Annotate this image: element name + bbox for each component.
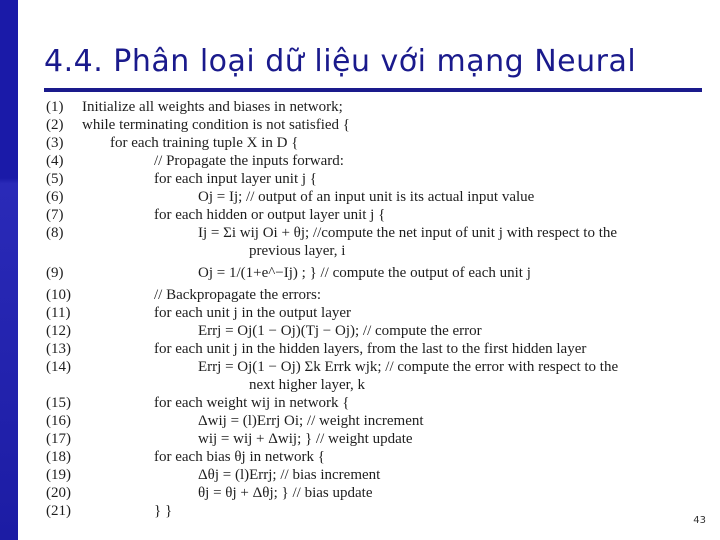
line-text: Errj = Oj(1 − Oj)(Tj − Oj); // compute the error — [198, 323, 482, 339]
algorithm-line — [46, 188, 686, 206]
line-number: (16) — [46, 413, 71, 429]
line-number: (7) — [46, 207, 64, 223]
line-number — [46, 376, 82, 394]
line-text: previous layer, i — [249, 243, 346, 259]
algorithm-line — [46, 340, 686, 358]
line-number: (2) — [46, 117, 64, 133]
line-number — [46, 242, 82, 260]
algorithm-line — [46, 170, 686, 188]
line-number: (18) — [46, 449, 71, 465]
line-text: while terminating condition is not satisfied { — [82, 117, 350, 133]
algorithm-line — [46, 394, 686, 412]
algorithm-line — [46, 502, 686, 520]
line-text: wij = wij + Δwij; } // weight update — [198, 431, 413, 447]
algorithm-line — [46, 484, 686, 502]
algorithm-listing — [46, 98, 686, 520]
algorithm-line — [46, 358, 686, 376]
line-text: Oj = Ij; // output of an input unit is its actual input value — [198, 189, 535, 205]
line-text: // Propagate the inputs forward: — [154, 153, 344, 169]
line-text: } } — [154, 503, 173, 519]
algorithm-line — [46, 134, 686, 152]
line-number: (5) — [46, 171, 64, 187]
algorithm-line — [46, 304, 686, 322]
line-text: for each bias θj in network { — [154, 449, 325, 465]
algorithm-line — [46, 116, 686, 134]
algorithm-line — [46, 448, 686, 466]
line-number: (20) — [46, 485, 71, 501]
line-number: (4) — [46, 153, 64, 169]
line-text: for each input layer unit j { — [154, 171, 317, 187]
algorithm-line — [46, 430, 686, 448]
algorithm-line — [46, 376, 686, 394]
line-number: (14) — [46, 359, 71, 375]
slide-title: 4.4. Phân loại dữ liệu với mạng Neural — [44, 44, 637, 79]
page-number: 43 — [693, 515, 706, 526]
algorithm-line — [46, 224, 686, 242]
line-number: (8) — [46, 225, 64, 241]
line-number: (10) — [46, 287, 71, 303]
algorithm-line — [46, 242, 686, 260]
line-number: (21) — [46, 503, 71, 519]
line-text: Errj = Oj(1 − Oj) Σk Errk wjk; // compute the error with respect to the — [198, 359, 619, 375]
line-number: (3) — [46, 135, 64, 151]
line-text: for each training tuple X in D { — [110, 135, 299, 151]
line-text: Oj = 1/(1+e^−Ij) ; } // compute the output of each unit j — [198, 265, 531, 281]
algorithm-line — [46, 466, 686, 484]
line-number: (15) — [46, 395, 71, 411]
line-text: for each unit j in the output layer — [154, 305, 352, 321]
algorithm-line — [46, 286, 686, 304]
line-text: Δwij = (l)Errj Oi; // weight increment — [198, 413, 424, 429]
line-text: // Backpropagate the errors: — [154, 287, 322, 303]
line-number: (9) — [46, 265, 64, 281]
algorithm-line — [46, 322, 686, 340]
line-number: (11) — [46, 305, 71, 321]
line-text: Δθj = (l)Errj; // bias increment — [198, 467, 381, 483]
line-number: (6) — [46, 189, 64, 205]
line-text: Initialize all weights and biases in network; — [82, 99, 343, 115]
algorithm-line — [46, 152, 686, 170]
line-number: (19) — [46, 467, 71, 483]
algorithm-line — [46, 206, 686, 224]
line-text: θj = θj + Δθj; } // bias update — [198, 485, 373, 501]
line-number: (12) — [46, 323, 71, 339]
line-text: for each weight wij in network { — [154, 395, 350, 411]
left-accent-bar — [0, 0, 18, 540]
line-text: Ij = Σi wij Oi + θj; //compute the net input of unit j with respect to the — [198, 225, 618, 241]
title-underline — [44, 88, 702, 92]
algorithm-line — [46, 260, 686, 286]
line-number: (13) — [46, 341, 71, 357]
line-text: for each hidden or output layer unit j { — [154, 207, 386, 223]
algorithm-line — [46, 98, 686, 116]
line-text: next higher layer, k — [249, 377, 366, 393]
line-number: (17) — [46, 431, 71, 447]
line-text: for each unit j in the hidden layers, from the last to the first hidden layer — [154, 341, 587, 357]
algorithm-line — [46, 412, 686, 430]
line-number: (1) — [46, 99, 64, 115]
